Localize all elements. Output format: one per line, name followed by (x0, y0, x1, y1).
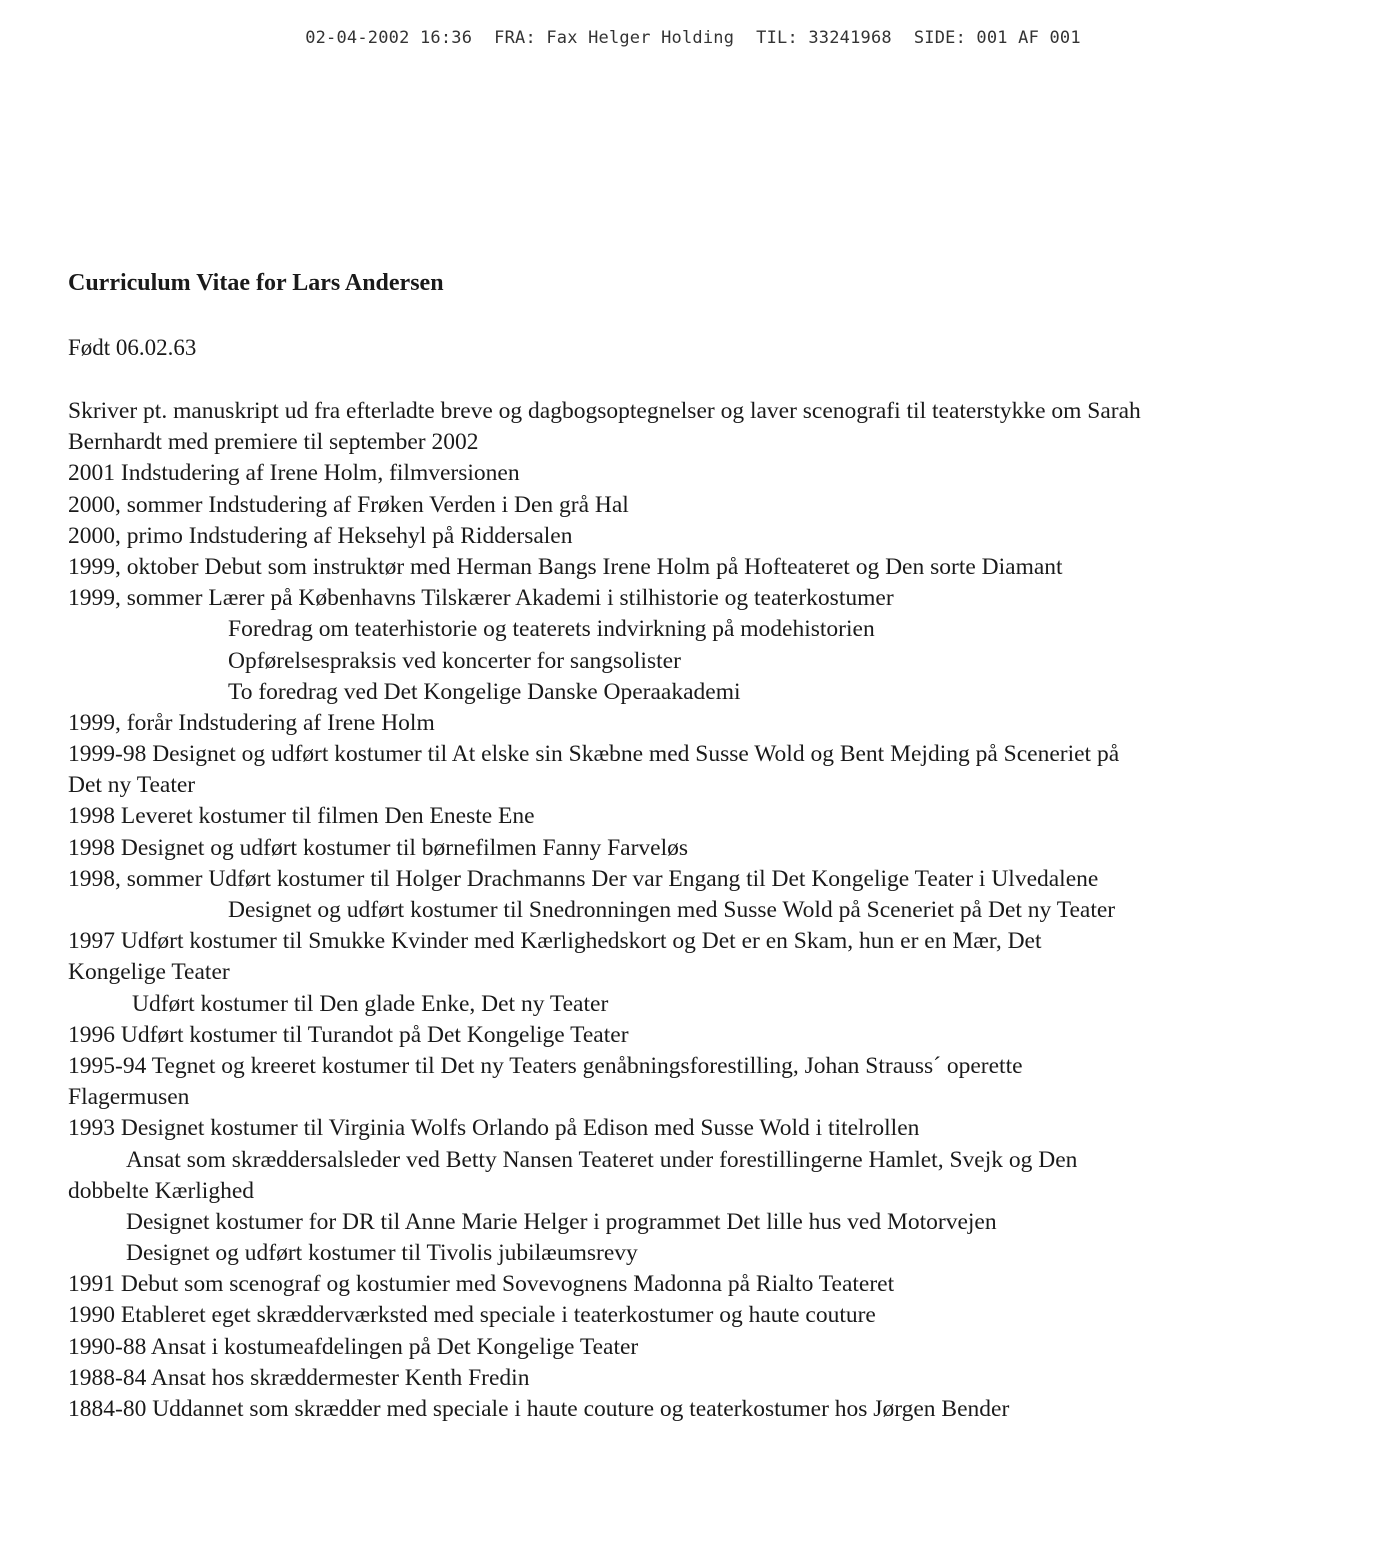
cv-line: Bernhardt med premiere til september 2002 (68, 429, 479, 456)
cv-line: 1998 Leveret kostumer til filmen Den Eneste Ene (68, 803, 535, 830)
cv-line: 1990-88 Ansat i kostumeafdelingen på Det Kongelige Teater (68, 1333, 639, 1360)
cv-line: 1999, oktober Debut som instruktør med Herman Bangs Irene Holm på Hofteateret og Den sorte Diamant (68, 553, 1063, 580)
cv-line: 2000, sommer Indstudering af Frøken Verden i Den grå Hal (68, 491, 629, 518)
cv-line: 1997 Udført kostumer til Smukke Kvinder med Kærlighedskort og Det er en Skam, hun er en Mær, Det (68, 928, 1042, 955)
cv-line: Designet og udført kostumer til Tivolis jubilæumsrevy (126, 1240, 638, 1267)
cv-line: 1993 Designet kostumer til Virginia Wolfs Orlando på Edison med Susse Wold i titelrollen (68, 1115, 920, 1142)
cv-line: Opførelsespraksis ved koncerter for sangsolister (228, 647, 681, 674)
document-title: Curriculum Vitae for Lars Andersen (68, 270, 444, 296)
cv-line: 1998, sommer Udført kostumer til Holger Drachmanns Der var Engang til Det Kongelige Teater i Ulvedalene (68, 865, 1099, 892)
cv-line: Designet og udført kostumer til Snedronningen med Susse Wold på Sceneriet på Det ny Teater (228, 897, 1116, 923)
cv-line: 1996 Udført kostumer til Turandot på Det Kongelige Teater (68, 1021, 629, 1048)
cv-line: Kongelige Teater (68, 959, 230, 986)
cv-line: 1999, forår Indstudering af Irene Holm (68, 709, 435, 736)
cv-line: dobbelte Kærlighed (68, 1177, 255, 1204)
cv-line: 1995-94 Tegnet og kreeret kostumer til Det ny Teaters genåbningsforestilling, Johan Strauss´ operette (68, 1052, 1023, 1079)
cv-line: 1999, sommer Lærer på Københavns Tilskærer Akademi i stilhistorie og teaterkostumer (68, 585, 894, 612)
fax-datetime: 02-04-2002 16:36 (305, 28, 473, 48)
cv-line: Udført kostumer til Den glade Enke, Det ny Teater (132, 990, 609, 1017)
cv-line: 1991 Debut som scenograf og kostumier med Sovevognens Madonna på Rialto Teateret (68, 1271, 895, 1298)
cv-line: 2001 Indstudering af Irene Holm, filmversionen (68, 460, 520, 487)
cv-line: Foredrag om teaterhistorie og teaterets indvirkning på modehistorien (228, 616, 875, 643)
cv-line: 1999-98 Designet og udført kostumer til At elske sin Skæbne med Susse Wold og Bent Mejding på Sceneriet på (68, 741, 1120, 768)
fax-from: FRA: Fax Helger Holding (494, 28, 735, 48)
cv-line: 2000, primo Indstudering af Heksehyl på Riddersalen (68, 522, 573, 549)
fax-header (0, 28, 1386, 48)
cv-entries (68, 396, 1268, 1425)
cv-line: To foredrag ved Det Kongelige Danske Operaakademi (228, 678, 741, 705)
fax-to: TIL: 33241968 (756, 28, 892, 48)
cv-line: Flagermusen (68, 1084, 190, 1111)
fax-page: SIDE: 001 AF 001 (913, 28, 1081, 48)
cv-line: 1988-84 Ansat hos skræddermester Kenth Fredin (68, 1364, 530, 1391)
cv-line: Designet kostumer for DR til Anne Marie Helger i programmet Det lille hus ved Motorvejen (126, 1208, 997, 1235)
cv-line: 1884-80 Uddannet som skrædder med speciale i haute couture og teaterkostumer hos Jørgen Bender (68, 1396, 1010, 1422)
cv-line: 1998 Designet og udført kostumer til børnefilmen Fanny Farveløs (68, 834, 689, 861)
cv-line: Skriver pt. manuskript ud fra efterladte breve og dagbogsoptegnelser og laver scenografi til teaterstykke om Sarah (68, 398, 1141, 424)
cv-line: Det ny Teater (68, 772, 196, 799)
cv-line: Ansat som skræddersalsleder ved Betty Nansen Teateret under forestillingerne Hamlet, Svejk og Den (126, 1146, 1078, 1173)
cv-line: 1990 Etableret eget skrædderværksted med speciale i teaterkostumer og haute couture (68, 1302, 876, 1329)
birth-date: Født 06.02.63 (68, 335, 197, 360)
